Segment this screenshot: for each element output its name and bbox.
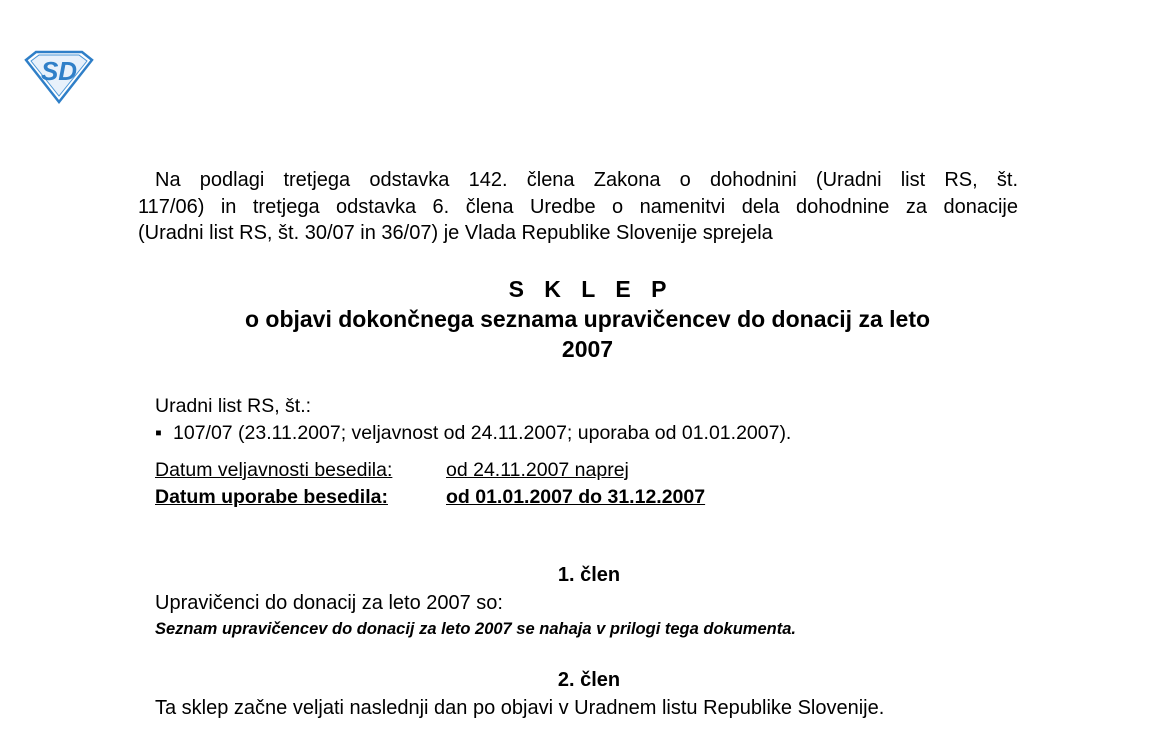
article-2-text: Ta sklep začne veljati naslednji dan po objavi v Uradnem listu Republike Slovenije. [155,697,885,719]
bullet-icon: ▪ [155,422,162,444]
document-subtitle-2: 2007 [561,336,614,362]
validity-row [155,457,705,484]
validity-value: od 24.11.2007 naprej [446,459,629,481]
logo-lettering: SD [40,56,78,86]
intro-paragraph [138,167,1018,247]
intro-line-2: 117/06) in tretjega odstavka 6. člena Uredbe o namenitvi dela dohodnine za donacije [138,195,1018,218]
article-1-note: Seznam upravičencev do donacij za leto 2007 se nahaja v prilogi tega dokumenta. [155,620,796,638]
validity-label: Datum veljavnosti besedila: [155,459,393,481]
intro-line-1: Na podlagi tretjega odstavka 142. člena Zakona o dohodnini (Uradni list RS, št. [155,169,1018,191]
sd-logo [22,50,96,104]
gazette-entry-text: 107/07 (23.11.2007; veljavnost od 24.11.2007; uporaba od 01.01.2007). [173,422,792,444]
document-title: S K L E P [508,276,674,302]
article-1-heading: 1. člen [557,564,621,586]
article-1-text: Upravičenci do donacij za leto 2007 so: [155,592,503,614]
use-label: Datum uporabe besedila: [155,486,388,508]
gazette-reference [155,393,791,447]
document-heading [150,274,1025,364]
use-row [155,484,705,511]
use-value: od 01.01.2007 do 31.12.2007 [446,486,706,508]
document-subtitle-1: o objavi dokončnega seznama upravičencev do donacij za leto [244,306,931,332]
gazette-label: Uradni list RS, št.: [155,395,312,417]
gazette-entry [155,420,791,447]
intro-line-3: (Uradni list RS, št. 30/07 in 36/07) je Vlada Republike Slovenije sprejela [138,222,773,244]
dates-block [155,457,705,511]
article-2-heading: 2. člen [557,669,621,691]
